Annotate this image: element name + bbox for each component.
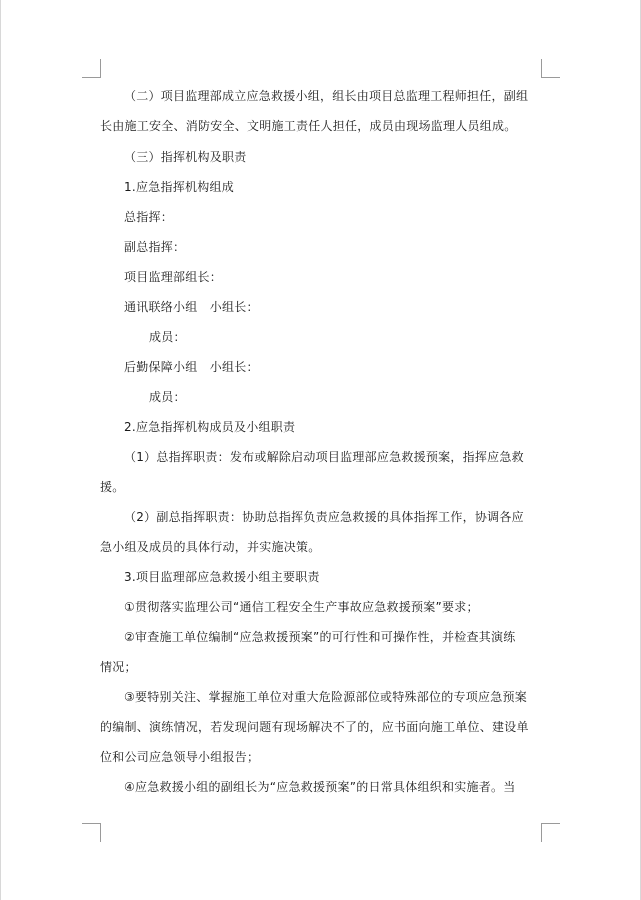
text-line: 急小组及成员的具体行动，并实施决策。 [100,540,321,554]
text-line: ①贯彻落实监理公司“通信工程安全生产事故应急救援预案”要求； [124,600,479,614]
text-line: （二）项目监理部成立应急救援小组，组长由项目总监理工程师担任，副组 [124,89,529,103]
text-line: 成员： [149,330,186,344]
crop-mark-top-right [541,59,560,78]
text-line: ③要特别关注、掌握施工单位对重大危险源部位或特殊部位的专项应急预案 [124,690,528,704]
crop-mark-top-left [82,59,101,78]
text-line: ②审查施工单位编制“应急救援预案”的可行性和可操作性，并检查其演练 [124,630,516,644]
page-left-edge [0,0,1,900]
text-line: 通讯联络小组 小组长： [124,300,259,314]
text-line: 长由施工安全、消防安全、文明施工责任人担任，成员由现场监理人员组成。 [100,119,517,133]
crop-mark-bottom-left [82,823,101,842]
text-line: 项目监理部组长： [124,270,223,284]
crop-mark-bottom-right [541,823,560,842]
text-line: 副总指挥： [124,240,186,254]
text-line: 后勤保障小组 小组长： [124,360,259,374]
text-line: 情况； [100,660,137,674]
subsection-heading: 3.项目监理部应急救援小组主要职责 [124,570,320,584]
section-heading: （三）指挥机构及职责 [124,150,247,164]
text-line: 援。 [100,480,125,494]
subsection-heading: 2.应急指挥机构成员及小组职责 [124,420,296,434]
text-line: ④应急救援小组的副组长为“应急救援预案”的日常具体组织和实施者。当 [124,780,516,794]
text-line: 成员： [149,390,186,404]
text-line: 总指挥： [124,210,174,224]
text-line: （1）总指挥职责：发布或解除启动项目监理部应急救援预案，指挥应急救 [124,450,524,464]
text-line: 位和公司应急领导小组报告； [100,750,260,764]
subsection-heading: 1.应急指挥机构组成 [124,180,234,194]
text-line: 的编制、演练情况，若发现问题有现场解决不了的，应书面向施工单位、建设单 [100,720,529,734]
text-line: （2）副总指挥职责：协助总指挥负责应急救援的具体指挥工作，协调各应 [124,510,524,524]
